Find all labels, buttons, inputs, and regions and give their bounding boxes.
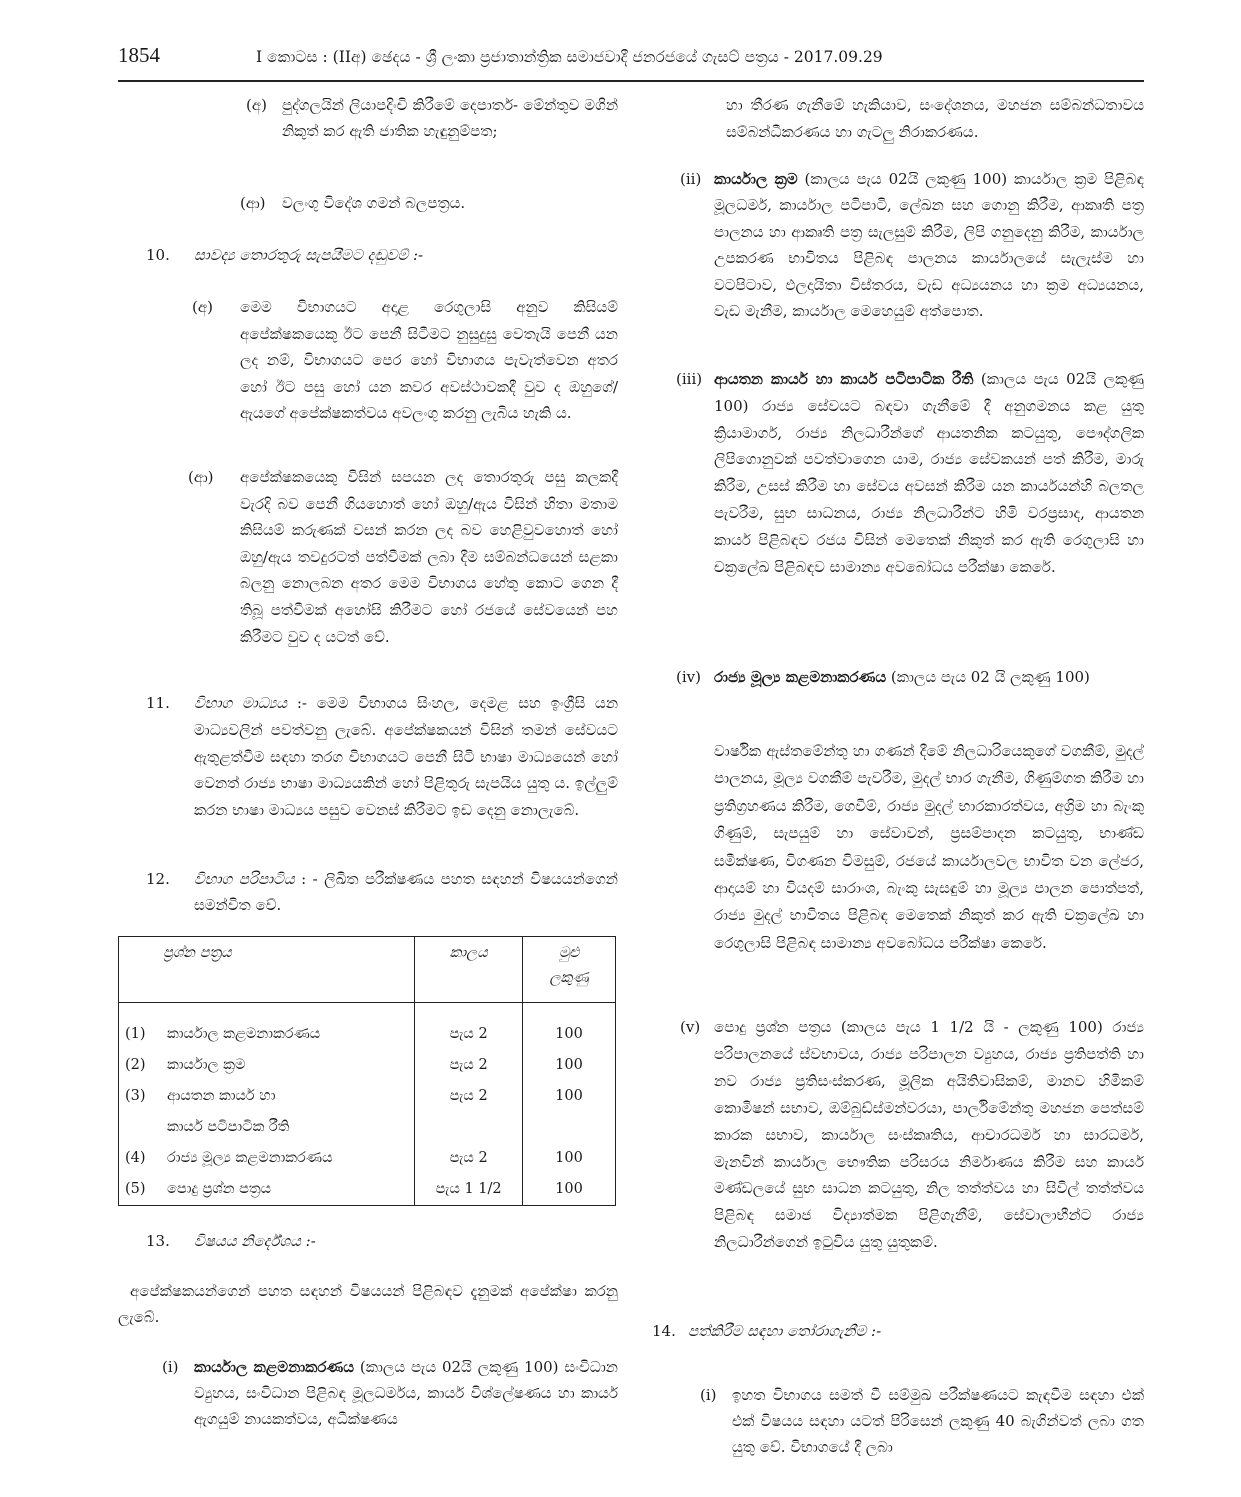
section-title: විභාග පරිපාටිය — [194, 870, 295, 888]
section-12-text — [194, 866, 618, 918]
item-text: පොදු ප්‍රශ්න පත්‍රය (කාලය පැය 1 1/2 යි - ලකුණු 100) රාජ්‍ය පරිපාලනයේ ස්වභාවය, රාජ්‍ය පරිපාලන ව්‍යුහය, රාජ්‍ය ප්‍රතිපත්ති හා නව රාජ්‍ය ප්‍රතිසංස්කරණ, මූලික අයිතිවාසිකම්, මානව හිමිකම් කොමිෂන් සභාව, ඔම්බුඩ්ස්මන්වරයා, පාර්ලිමේන්තු මහජන පෙත්සම් කාරක සභාව, කාර්යාල සංස්කෘතිය, ආචාරධර්ම හා සාරධර්ම, මැනවින් කාර්යාල භෞතික පරිසරය නිර්මාණය කිරීම සහ කාර්ය මණ්ඩලයේ සුභ සාධන කටයුතු, නිල තත්ත්වය හා සිවිල් තත්ත්වය පිළිබඳ සමාජ විද්‍යාත්මක පිළිගැනීම්, සේවාලාභීන්ට රාජ්‍ය නිලධාරීන්ගෙන් ඉටුවිය යුතු යුතුකම්. — [714, 1018, 1144, 1252]
section-13-item-i — [118, 1354, 618, 1434]
row-number: (3) — [125, 1088, 146, 1104]
section-12 — [118, 866, 618, 922]
section-title: සාවද්‍ය තොරතුරු සැපයීමට දඬුවම් :- — [194, 246, 424, 264]
header-marks: මුළු ලකුණු — [523, 937, 616, 1003]
syllabus-item-iii — [676, 366, 1144, 636]
section-number: 10. — [146, 246, 170, 264]
row-number: (5) — [125, 1181, 146, 1197]
item-ii-text — [714, 166, 1144, 324]
item-label: (අ) — [246, 96, 267, 114]
item-label: (iii) — [676, 370, 703, 388]
continued-text: හා තීරණ ගැනීමේ හැකියාව, සංදේශනය, මහජන සම්බන්ධතාවය සම්බන්ධීකරණය හා ගැටලු නිරාකරණය. — [726, 96, 1144, 141]
item-label: (i) — [700, 1386, 717, 1404]
item-head-text: (කාලය පැය 02 යි ලකුණු 100) — [886, 668, 1090, 686]
table-row-cont — [119, 1112, 414, 1143]
item-body: (කාලය පැය 02යි ලකුණු 100) රාජ්‍ය සේවයට බඳවා ගැනීමේ දී අනුගමනය කළ යුතු ක්‍රියාමාර්ග, රාජ්‍ය නිලධාරීන්ගේ ආයතනික කටයුතු, පෞද්ගලික ලිපිගොනුවක් පවත්වාගෙන යාම, රාජ්‍ය සේවකයන් පත් කිරීම, මාරු කිරීම, උසස් කිරීම හා සේවය අවසන් කිරීම යන කාර්යයන්හි බලතල පැවරීම, සුභ සාධනය, රාජ්‍ය නිලධාරීන්ට හිමි වරප්‍රසාද, ආයතන කාර්ය පිළිබඳව රජය විසින් මෙතෙක් නිකුත් කර ඇති රෙගුලාසි හා චක්‍රලේඛ පිළිබඳව සාමාන්‍ය අවබෝධය පරීක්ෂා කෙරේ. — [714, 370, 1144, 576]
row-marks: 100 — [555, 1150, 583, 1166]
section-title: විභාග මාධ්‍යය — [194, 694, 288, 712]
item-body: (කාලය පැය 02යි ලකුණු 100) සංවිධාන ව්‍යුහය, සංවිධාන පිළිබඳ මූලධර්මය, කාර්ය විශ්ලේෂණය හා කාර්ය ඇගයුම් නායකත්වය, අධීක්ෂණය — [194, 1358, 618, 1428]
item-label: (ආ) — [188, 468, 214, 486]
section-title: පත්කිරීම සඳහා තෝරාගැනීම :- — [688, 1322, 882, 1340]
section-body: : - ලිඛිත පරීක්ෂණය පහත සඳහන් විෂයයන්ගෙන් සමන්විත වේ. — [194, 870, 618, 914]
row-paper: කාර්යාල ක්‍රම — [167, 1057, 246, 1073]
item-label: (iv) — [676, 668, 701, 686]
row-paper: ආයතන කාර්ය හා — [167, 1088, 276, 1104]
exam-papers-table — [118, 936, 616, 1206]
item-title: ආයතන කාර්ය හා කාර්ය පටිපාටික රීති — [714, 370, 974, 388]
section-14-heading — [652, 1318, 1144, 1344]
row-duration: පැය 2 — [449, 1088, 488, 1104]
header-duration: කාලය — [415, 937, 523, 1003]
section-number: 14. — [652, 1322, 676, 1340]
item-iv-heading-text — [714, 664, 1144, 690]
section-number: 13. — [146, 1232, 170, 1250]
section-11-text — [194, 690, 618, 824]
row-marks: 100 — [555, 1057, 583, 1073]
item-body: (කාලය පැය 02යි ලකුණු 100) කාර්යාල ක්‍රම පිළිබඳ මූලධර්ම, කාර්යාල පටිපාටි, ලේඛන සහ ගොනු කිරීම, ආකෘති පත්‍ර පාලනය හා ආකෘති පත්‍ර සැලසුම් කිරීම, ලිපි ගනුදෙනු කිරීම, කාර්යාල උපකරණ භාවිතය පිළිබඳ පාලනය කාර්යාලයේ සැලැස්ම හා වටපිටාව, ඵලදායිතා විස්තරය, වැඩ අධ්‍යයනය හා ක්‍රම අධ්‍යයනය, වැඩ මැනීම, කාර්යාල මෙහෙයුම් අත්පොත. — [714, 170, 1145, 321]
duration-cell — [415, 1003, 523, 1206]
duration-list — [415, 1019, 522, 1205]
paper-list — [119, 1019, 414, 1205]
item-label: (v) — [680, 1018, 701, 1036]
id-item-b — [118, 190, 618, 216]
item-text: මෙම විභාගයට අදාළ රෙගුලාසි අනුව කිසියම් අපේක්ෂකයෙකු ඊට පෙනී සිටීමට නුසුදුසු වෙතැයි පෙනී යන ලද නම්, විභාගයට පෙර හෝ විභාගය පැවැත්වෙන අතර හෝ ඊට පසු හෝ යන කවර අවස්ථාවකදී වුව ද ඔහුගේ/ඇයගේ අපේක්ෂකත්වය අවලංගු කරනු ලැබිය හැකි ය. — [240, 298, 618, 422]
table-row — [119, 1174, 414, 1205]
header-paper: ප්‍රශ්න පත්‍රය — [119, 937, 415, 1003]
section-14-item-i — [676, 1382, 1144, 1472]
row-spacer — [523, 1112, 615, 1143]
row-spacer — [415, 1112, 522, 1143]
row-number: (1) — [125, 1026, 146, 1042]
row-duration: පැය 2 — [449, 1150, 488, 1166]
page-number: 1854 — [118, 43, 160, 67]
row-marks: 100 — [555, 1088, 583, 1104]
table-row — [119, 1081, 414, 1112]
id-item-a — [118, 92, 618, 172]
section-13-intro: අපේක්ෂකයන්ගෙන් පහත සඳහන් විෂයයන් පිළිබඳව දැනුමක් අපේක්ෂා කරනු ලැබේ. — [118, 1282, 618, 1326]
item-label: (ii) — [680, 170, 702, 188]
row-paper: පොදු ප්‍රශ්න පත්‍රය — [167, 1181, 272, 1197]
row-duration: පැය 2 — [449, 1026, 488, 1042]
row-number: (4) — [125, 1150, 146, 1166]
marks-list — [523, 1019, 615, 1205]
section-title: විෂයය නිර්දේශය :- — [194, 1232, 316, 1250]
item-label: (i) — [162, 1358, 179, 1376]
item-text: අපේක්ෂකයෙකු විසින් සපයන ලද තොරතුරු පසු කලකදී වැරදි බව පෙනී ගියහොත් හෝ ඔහු/ඇය විසින් හිතා මතාම කිසියම් කරුණක් වසන් කරන ලද බව හෙළිවුවහොත් හෝ ඔහු/ඇය තවදුරටත් පත්වීමක් ලබා දීම සම්බන්ධයෙන් සළකා බලනු නොලබන අතර මෙම විභාගය හේතු කොට ගෙන දී තිබූ පත්වීමක් අහෝසි කිරීමට හෝ රජයේ සේවයෙන් පහ කිරීමට වුව ද යටත් වේ. — [240, 468, 618, 646]
row-paper-cont: කාර්ය පටිපාටික රීති — [167, 1119, 290, 1135]
row-duration: පැය 1 1/2 — [435, 1181, 502, 1197]
syllabus-item-iv-text: වාර්ෂික ඇස්තමේන්තු හා ගණන් දීමේ නිලධාරියෙකුගේ වගකීම්, මුදල් පාලනය, මූල්‍ය වගකීම් පැවරීම, මුදල් භාර ගැනීම, ගිණුම්ගත කිරීම හා ප්‍රතිග්‍රහණය කිරීම, ගෙවීම්, රාජ්‍ය මුදල් භාරකාරත්වය, අග්‍රිම හා බැංකු ගිණුම්, සැපයුම් හා සේවාවන්, ප්‍රසම්පාදන කටයුතු, භාණ්ඩ සමීක්ෂණ, විගණන විමසුම්, රජයේ කාර්යාලවල භාවිත වන ලේජර, ආදායම් හා වියදම් සාරාංශ, බැංකු සැසඳුම් හා මූල්‍ය පාලන පොත්පත්, රාජ්‍ය මුදල් භාවිතය පිළිබඳ මෙතෙක් නිකුත් කර ඇති චක්‍රලේඛ හා රෙගුලාසි පිළිබඳ සාමාන්‍ය අවබෝධය පරීක්ෂා කෙරේ. — [714, 742, 1144, 952]
table-row — [119, 1019, 414, 1050]
row-duration: පැය 2 — [449, 1057, 488, 1073]
row-marks: 100 — [555, 1181, 583, 1197]
section-11 — [118, 690, 618, 840]
table-row — [119, 1143, 414, 1174]
item-iii-text — [714, 366, 1144, 580]
section-body: :- මෙම විභාගය සිංහල, දෙමළ සහ ඉංග්‍රීසි යන මාධ්‍යවලින් පවත්වනු ලැබේ. අපේක්ෂකයන් විසින් තමන් සේවයට ඇතුළත්වීම සඳහා තරග විභාගයට පෙනී සිටි භාෂා මාධ්‍යයෙන් හෝ වෙනත් රාජ්‍ය භාෂා මාධ්‍යයකින් හෝ පිළිතුරු සැපයිය යුතු ය. ඉල්ලුම් කරන භාෂා මාධ්‍යය පසුව වෙනස් කිරීමට ඉඩ දෙනු නොලැබේ. — [194, 694, 618, 820]
row-paper: කාර්යාල කළමනාකරණය — [167, 1026, 321, 1042]
section-10-item-b — [118, 464, 618, 684]
item-label: (ආ) — [240, 194, 266, 212]
syllabus-item-v — [676, 1014, 1144, 1284]
table-row — [119, 1050, 414, 1081]
syllabus-item-iv-heading — [676, 664, 1144, 720]
row-number: (2) — [125, 1057, 146, 1073]
section-10-heading — [118, 242, 618, 268]
item-text: පුද්ගලයින් ලියාපදිංචි කිරීමේ දෙපාර්ත- මේන්තුව මගින් නිකුත් කර ඇති ජාතික හැඳුනුම්පත; — [282, 96, 618, 140]
marks-cell — [523, 1003, 616, 1206]
item-title: කාර්යාල ක්‍රම — [714, 170, 798, 188]
paper-cell — [119, 1003, 415, 1206]
item-title: රාජ්‍ය මූල්‍ය කළමනාකරණය — [714, 668, 887, 686]
running-title: I කොටස : (IIඅ) ඡෙදය - ශ්‍රී ලංකා ප්‍රජාතාන්ත්‍රික සමාජවාදී ජනරජයේ ගැසට් පත්‍රය - 2017.09.29 — [256, 48, 883, 66]
page-header — [118, 40, 1144, 82]
item-label: (අ) — [192, 298, 213, 316]
syllabus-item-ii — [676, 166, 1144, 326]
row-paper: රාජ්‍ය මූල්‍ය කළමනාකරණය — [167, 1150, 333, 1166]
item-i-text — [194, 1354, 618, 1432]
section-13-heading — [118, 1228, 618, 1254]
row-marks: 100 — [555, 1026, 583, 1042]
item-text: වලංගු විදේශ ගමන් බලපත්‍රය. — [282, 194, 466, 212]
section-number: 12. — [146, 870, 170, 888]
section-number: 11. — [146, 694, 170, 712]
item-text: ඉහත විභාගය සමත් වී සම්මුඛ පරීක්ෂණයට කැඳවීම සඳහා එක් එක් විෂයය සඳහා යටත් පිරිසෙන් ලකුණු 40 බැගින්වත් ලබා ගත යුතු වේ. විභාගයේ දී ලබා — [732, 1386, 1144, 1456]
item-title: කාර්යාල කළමනාකරණය — [194, 1358, 355, 1376]
